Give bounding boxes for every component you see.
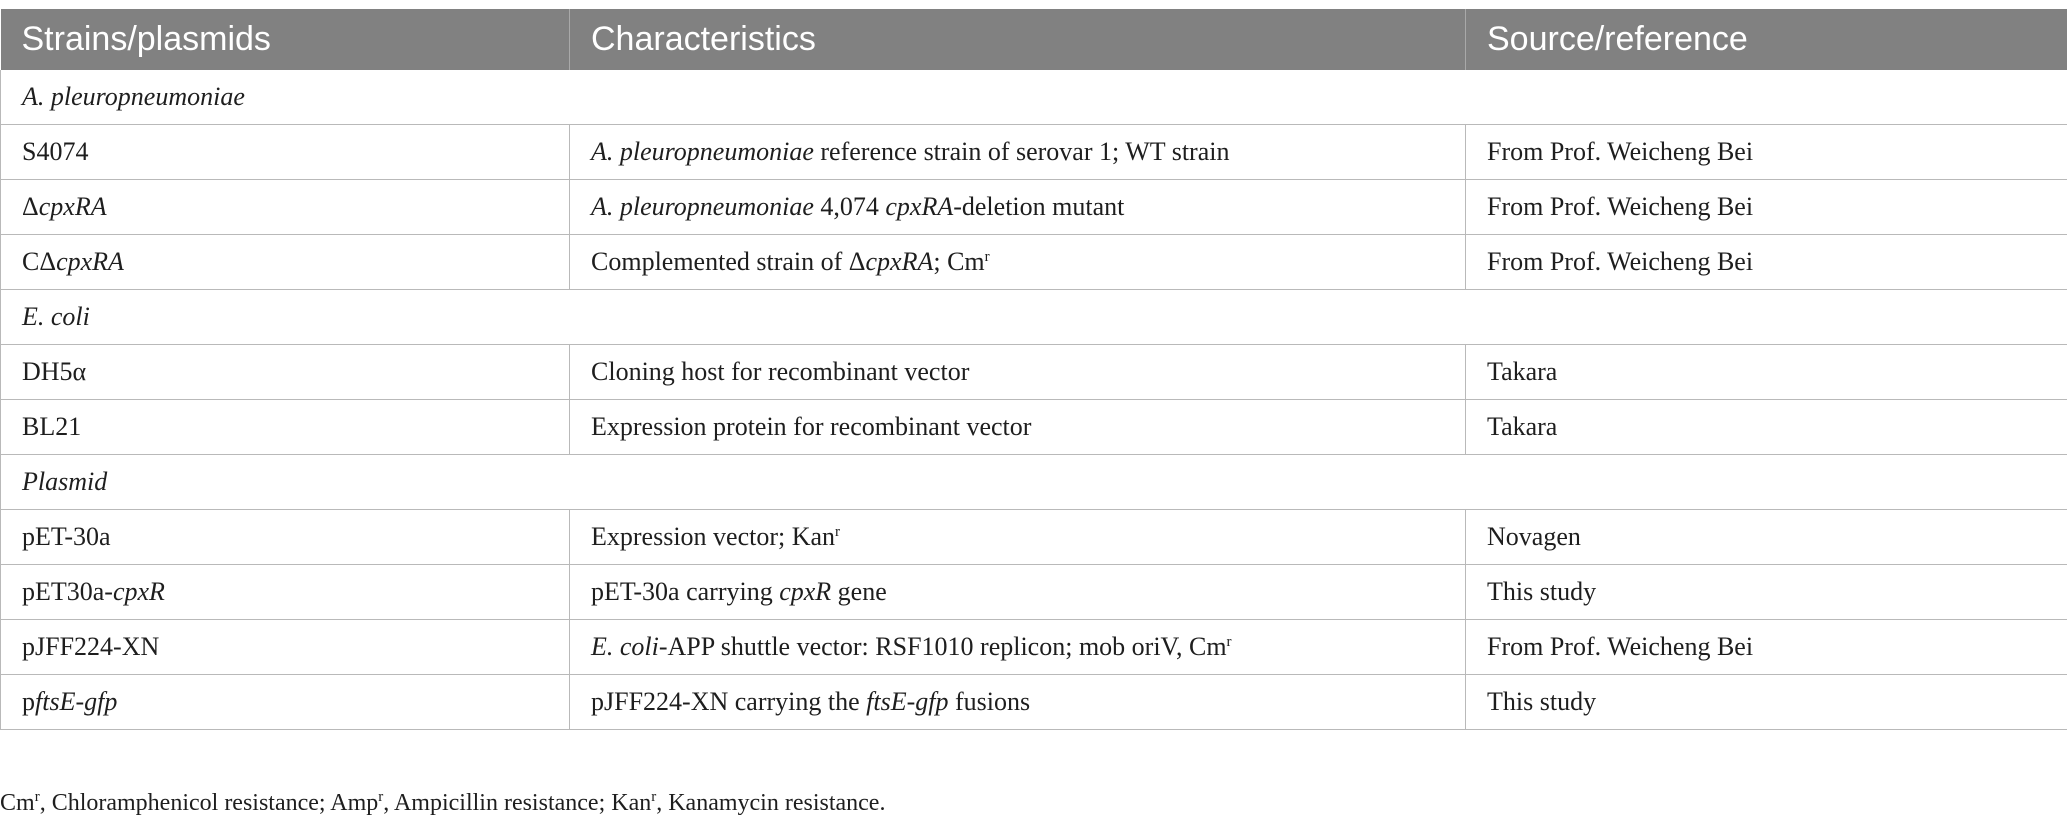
source-cell: This study	[1466, 565, 2067, 620]
strain-cell: pftsE-gfp	[1, 675, 570, 730]
table-row	[1, 675, 2067, 730]
table-row	[1, 345, 2067, 400]
source-cell: Takara	[1466, 400, 2067, 455]
table-row	[1, 620, 2067, 675]
source-cell: From Prof. Weicheng Bei	[1466, 620, 2067, 675]
table-row	[1, 510, 2067, 565]
header-row	[1, 9, 2067, 70]
table-row	[1, 125, 2067, 180]
strain-cell: DH5α	[1, 345, 570, 400]
source-cell: From Prof. Weicheng Bei	[1466, 125, 2067, 180]
header-source: Source/reference	[1466, 9, 2067, 70]
strain-cell: S4074	[1, 125, 570, 180]
characteristics-cell: Complemented strain of ΔcpxRA; Cm$^r$	[570, 235, 1466, 290]
table-row	[1, 180, 2067, 235]
table-row	[1, 565, 2067, 620]
table-row	[1, 235, 2067, 290]
characteristics-cell: A. pleuropneumoniae reference strain of serovar 1; WT strain	[570, 125, 1466, 180]
table-footnote: Cm$^r$, Chloramphenicol resistance; Amp$^r$, Ampicillin resistance; Kan$^r$, Kanamycin resistance.	[0, 789, 886, 816]
group-label: A. pleuropneumoniae	[1, 70, 2067, 125]
group-row	[1, 455, 2067, 510]
header-strains: Strains/plasmids	[1, 9, 570, 70]
group-row	[1, 70, 2067, 125]
source-cell: From Prof. Weicheng Bei	[1466, 235, 2067, 290]
characteristics-cell: A. pleuropneumoniae 4,074 cpxRA-deletion mutant	[570, 180, 1466, 235]
strain-cell: pJFF224-XN	[1, 620, 570, 675]
strain-cell: pET30a-cpxR	[1, 565, 570, 620]
characteristics-cell: Expression vector; Kan$^r$	[570, 510, 1466, 565]
source-cell: Takara	[1466, 345, 2067, 400]
strain-cell: CΔcpxRA	[1, 235, 570, 290]
source-cell: This study	[1466, 675, 2067, 730]
strains-table	[0, 9, 2067, 730]
strain-cell: BL21	[1, 400, 570, 455]
source-cell: Novagen	[1466, 510, 2067, 565]
strain-cell: pET-30a	[1, 510, 570, 565]
characteristics-cell: E. coli-APP shuttle vector: RSF1010 replicon; mob oriV, Cm$^r$	[570, 620, 1466, 675]
characteristics-cell: Expression protein for recombinant vector	[570, 400, 1466, 455]
group-label: E. coli	[1, 290, 2067, 345]
group-row	[1, 290, 2067, 345]
group-label: Plasmid	[1, 455, 2067, 510]
table-row	[1, 400, 2067, 455]
header-characteristics: Characteristics	[570, 9, 1466, 70]
source-cell: From Prof. Weicheng Bei	[1466, 180, 2067, 235]
characteristics-cell: Cloning host for recombinant vector	[570, 345, 1466, 400]
characteristics-cell: pET-30a carrying cpxR gene	[570, 565, 1466, 620]
characteristics-cell: pJFF224-XN carrying the ftsE-gfp fusions	[570, 675, 1466, 730]
strain-cell: ΔcpxRA	[1, 180, 570, 235]
